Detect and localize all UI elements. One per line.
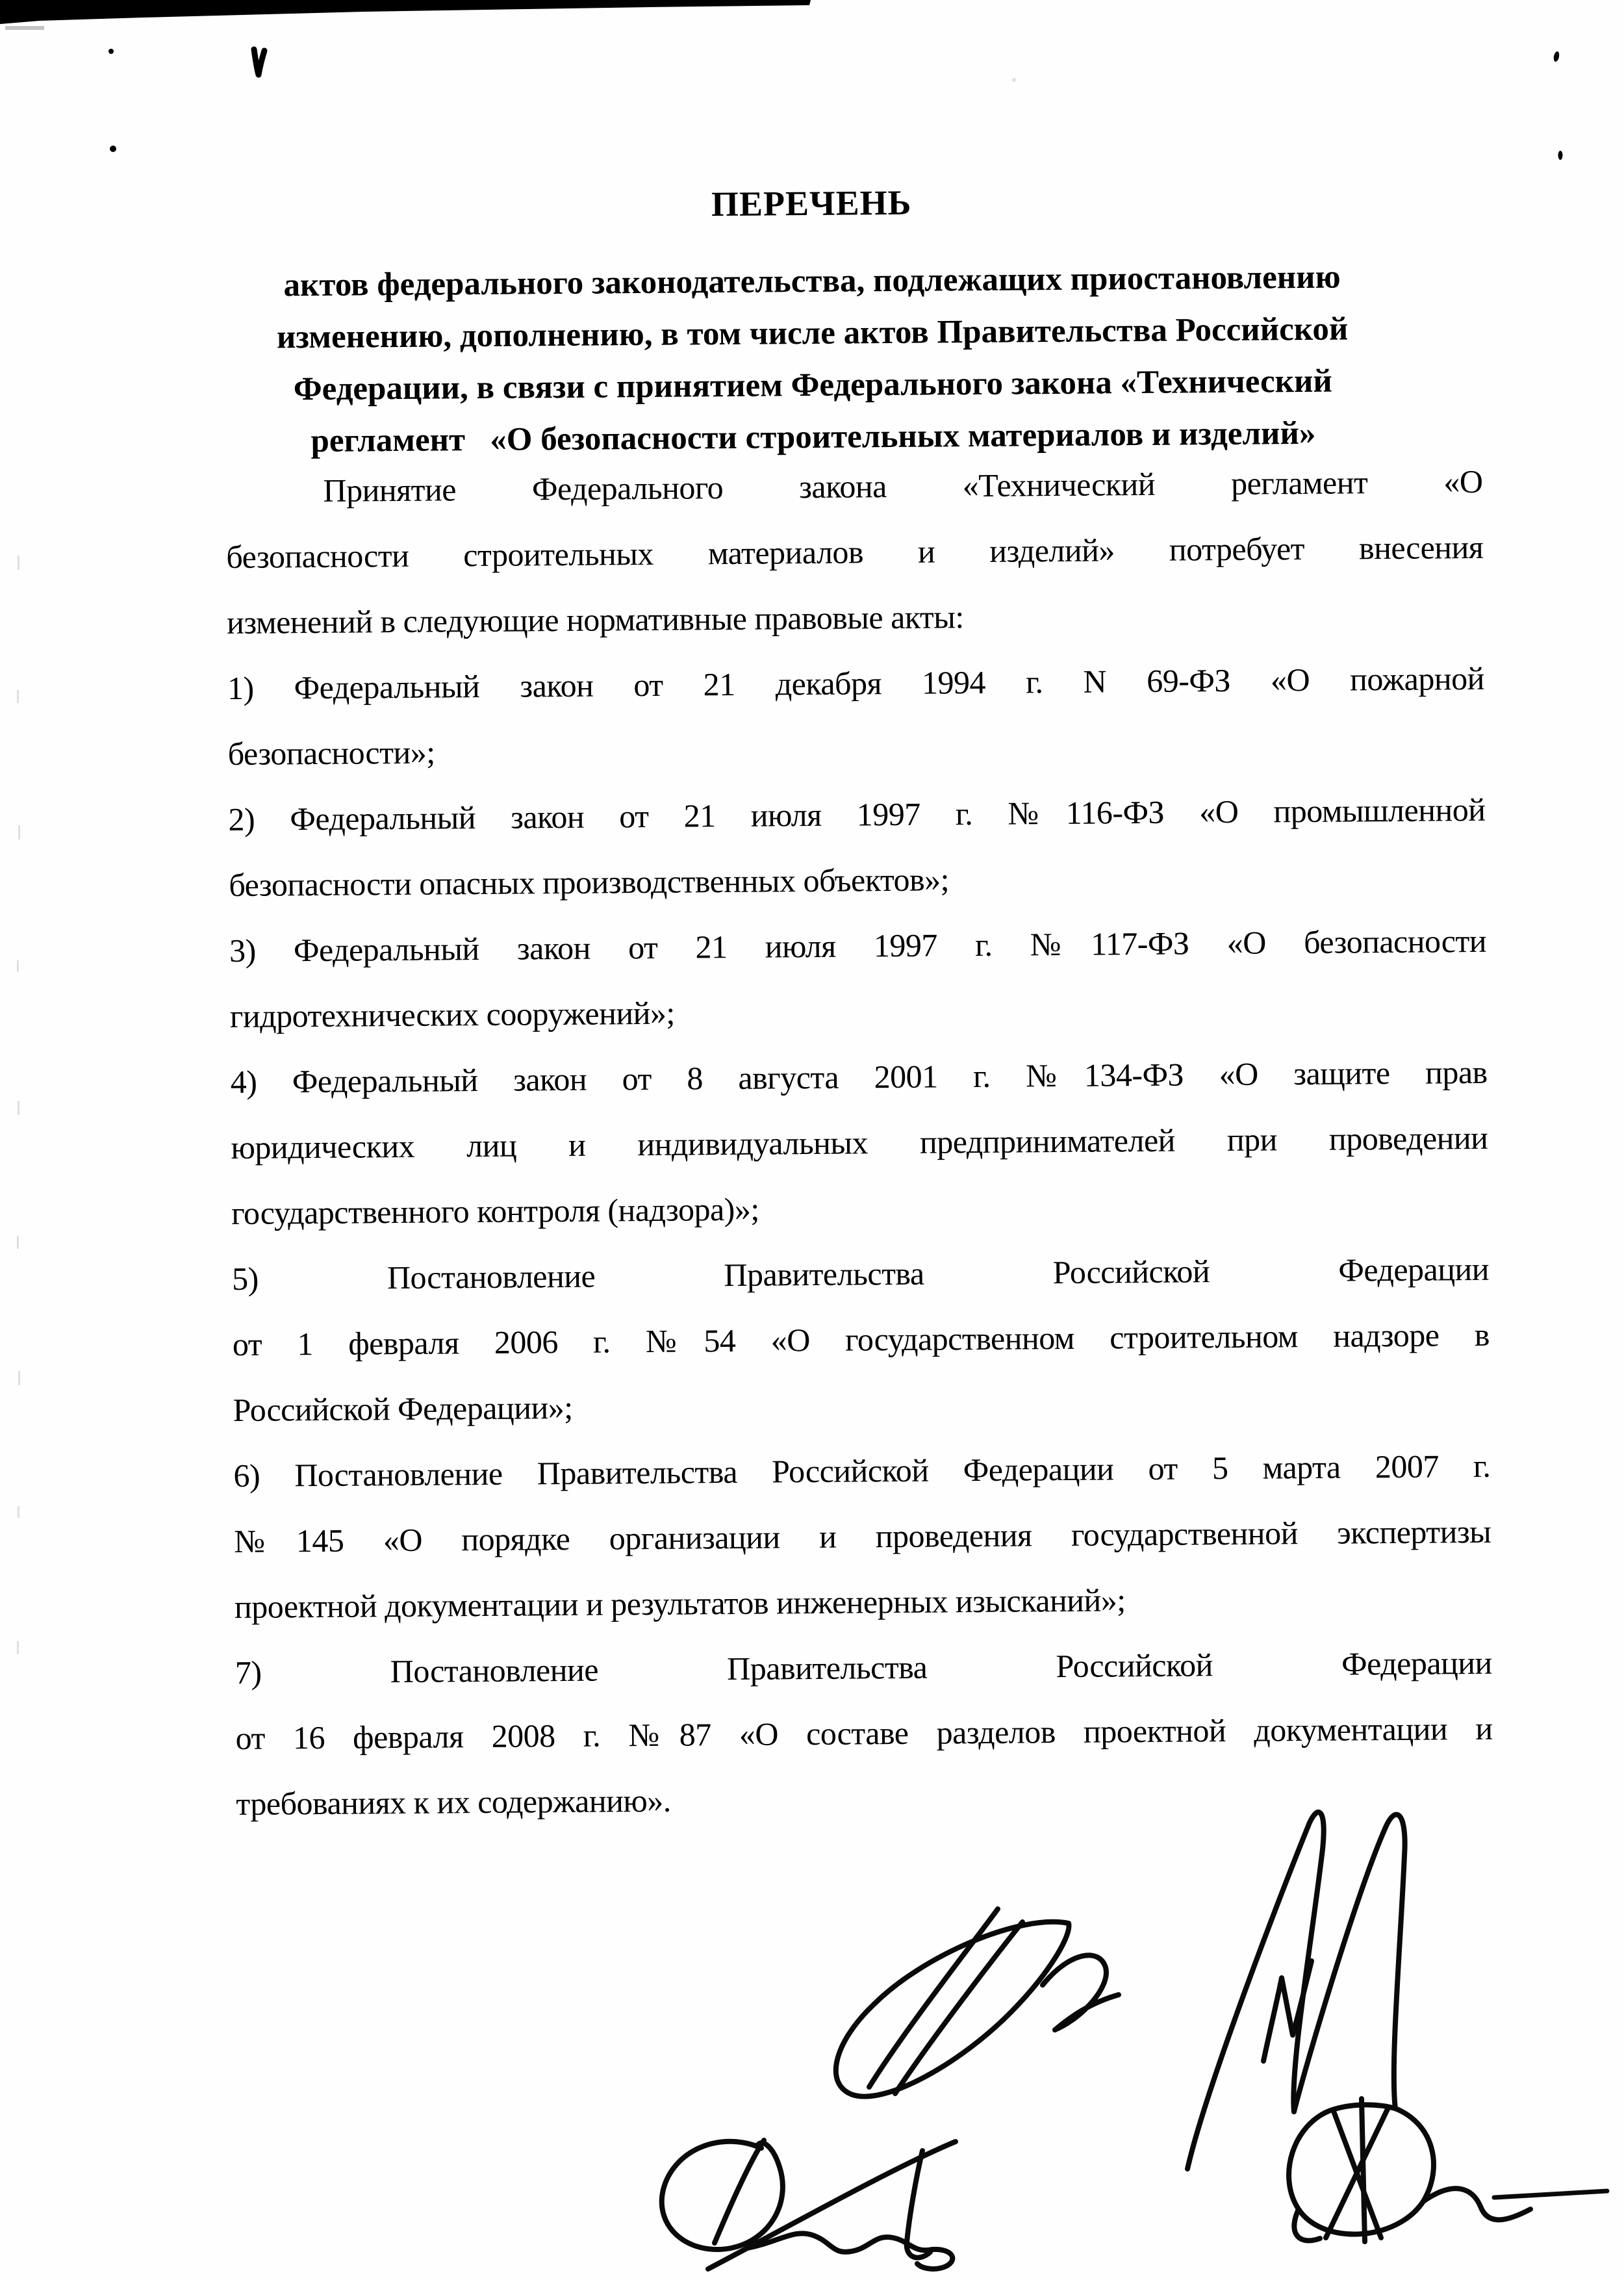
- body-line: государственного контроля (надзора)»;: [231, 1190, 759, 1232]
- body-line: Принятие Федерального закона «Технический регламент «О: [323, 463, 1483, 509]
- body-line: безопасности»;: [227, 734, 435, 773]
- subtitle-line: актов федерального законодательства, подлежащих приостановлению: [283, 259, 1341, 304]
- page-title: ПЕРЕЧЕНЬ: [711, 183, 912, 224]
- body-block: [225, 449, 1493, 1837]
- body-line: 2) Федеральный закон от 21 июля 1997 г. №116-ФЗ «О промышленной: [228, 791, 1486, 838]
- subtitle-line: Федерации, в связи с принятием Федерального закона «Технический: [293, 363, 1333, 408]
- document-subtitle: [224, 251, 1401, 468]
- body-line: требованиях к их содержанию».: [236, 1782, 671, 1822]
- body-line: изменений в следующие нормативные правовые акты:: [226, 598, 964, 641]
- body-line: проектной документации и результатов инженерных изысканий»;: [234, 1582, 1126, 1626]
- body-line: 3) Федеральный закон от 21 июля 1997 г. №117-ФЗ «О безопасности: [229, 922, 1487, 969]
- body-line: от 16 февраля 2008 г. №87 «О составе разделов проектной документации и: [235, 1710, 1493, 1756]
- body-line: 4) Федеральный закон от 8 августа 2001 г. №134-ФЗ «О защите прав: [230, 1053, 1488, 1101]
- body-line: юридических лиц и индивидуальных предпринимателей при проведении: [231, 1119, 1488, 1166]
- subtitle-line: регламент «О безопасности строительных материалов и изделий»: [311, 415, 1316, 460]
- body-line: гидротехнических сооружений»;: [229, 994, 675, 1035]
- body-line: Российской Федерации»;: [233, 1389, 573, 1429]
- body-line: 1) Федеральный закон от 21 декабря 1994 г. N 69-ФЗ «О пожарной: [227, 660, 1485, 707]
- body-line: 5) Постановление Правительства Российской Федерации: [231, 1250, 1490, 1298]
- body-line: №145 «О порядке организации и проведения государственной экспертизы: [234, 1513, 1491, 1560]
- body-line: 7) Постановление Правительства Российской Федерации: [235, 1644, 1492, 1691]
- body-line: безопасности опасных производственных объектов»;: [229, 861, 950, 904]
- body-line: от 1 февраля 2006 г. №54 «О государственном строительном надзоре в: [232, 1316, 1490, 1363]
- subtitle-line: изменению, дополнению, в том числе актов Правительства Российской: [276, 311, 1349, 356]
- body-line: безопасности строительных материалов и изделий» потребует внесения: [226, 528, 1484, 576]
- body-line: 6) Постановление Правительства Российской Федерации от 5 марта 2007 г.: [233, 1447, 1491, 1494]
